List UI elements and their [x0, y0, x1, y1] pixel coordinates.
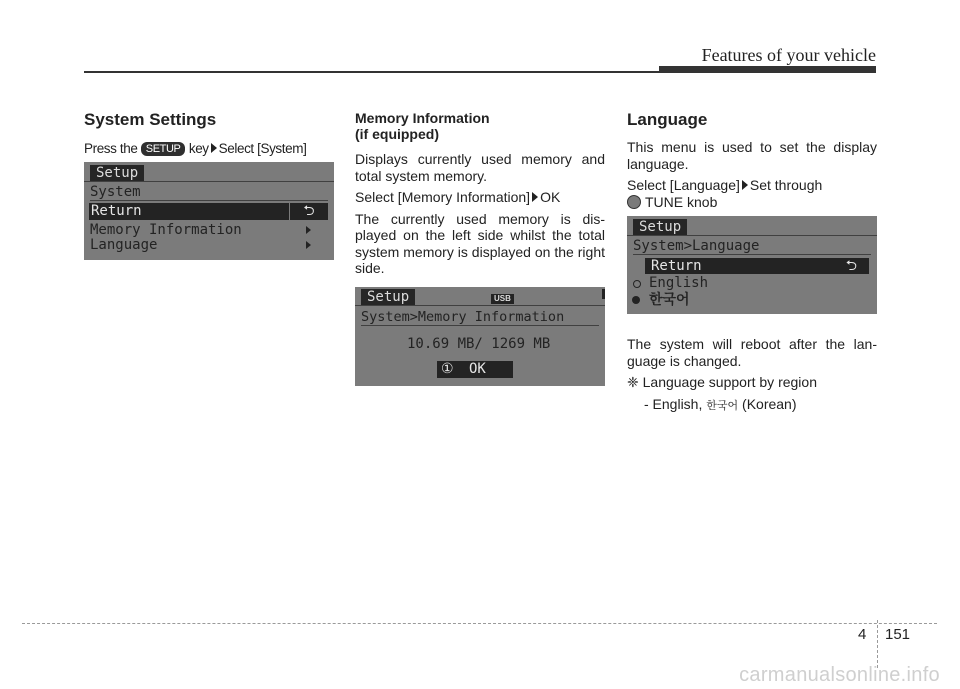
language-list	[627, 396, 877, 415]
press-prefix: Press the	[84, 141, 138, 156]
watermark: carmanualsonline.info	[739, 664, 940, 686]
press-key-word: key	[188, 141, 209, 156]
system-settings-heading: System Settings	[84, 110, 217, 129]
memory-usage-value: 10.69 MB/ 1269 MB	[407, 336, 551, 352]
if-equipped-note: (if equipped)	[355, 126, 439, 142]
memory-select-instruction	[355, 189, 605, 206]
arrow-right-icon	[532, 192, 538, 202]
return-button[interactable]	[645, 258, 869, 274]
radio-korean-selected-icon[interactable]	[632, 296, 640, 304]
lang-korean: 한국어	[706, 398, 739, 412]
title-rule	[361, 325, 599, 326]
setup-key-icon: SETUP	[141, 142, 186, 156]
memory-description: Displays currently used memory and total system memory.	[355, 151, 605, 184]
arrow-right-icon	[211, 143, 217, 153]
tab-rule	[627, 235, 877, 236]
screen-title: System	[90, 184, 141, 200]
return-item[interactable]: Return	[89, 203, 289, 220]
title-rule	[90, 200, 328, 201]
screen-tab: Setup	[361, 289, 415, 305]
footer-divider	[877, 620, 878, 668]
press-action: Select [System]	[218, 141, 307, 156]
arrow-right-icon	[742, 180, 748, 190]
note-text: Language support by region	[642, 374, 817, 390]
screen-tab: Setup	[633, 219, 687, 235]
info-icon: ①	[441, 361, 454, 377]
lang-english: - English,	[644, 395, 703, 412]
screen-title: System>Memory Information	[361, 309, 565, 325]
lang-korean-label: (Korean)	[742, 395, 797, 412]
memory-information-item[interactable]: Memory Information	[90, 222, 242, 238]
radio-english-icon[interactable]	[633, 280, 641, 288]
system-settings-section	[84, 110, 334, 156]
screen-edge-marker	[602, 289, 605, 299]
chapter-number: 4	[858, 626, 867, 643]
memory-display-description: The currently used memory is dis- played on the left side whilst the total system memory is displayed on the right side.	[355, 210, 605, 276]
note-mark-icon: ❈	[627, 374, 639, 390]
reboot-note: The system will reboot after the lan- guage is changed.	[627, 336, 877, 369]
select-suffix: Set through	[749, 177, 823, 193]
usb-badge: USB	[491, 294, 514, 304]
language-description: This menu is used to set the display language.	[627, 139, 877, 172]
memory-information-section	[355, 110, 605, 277]
language-select-instruction	[627, 177, 877, 194]
system-screen	[84, 162, 334, 260]
header-rule	[84, 71, 662, 73]
option-english[interactable]: English	[649, 275, 709, 291]
page-number: 151	[885, 626, 911, 643]
tune-knob-label: TUNE knob	[645, 193, 718, 210]
select-suffix: OK	[540, 189, 561, 205]
tune-knob-icon	[627, 195, 641, 209]
language-heading: Language	[627, 110, 708, 129]
screen-title: System>Language	[633, 238, 760, 254]
language-section	[627, 110, 877, 210]
return-label: Return	[651, 258, 702, 274]
page-header-title: Features of your vehicle	[701, 45, 876, 65]
tab-rule	[355, 305, 605, 306]
language-support-note	[627, 374, 877, 391]
ok-label: OK	[469, 361, 486, 377]
language-item[interactable]: Language	[90, 237, 158, 253]
memory-screen	[355, 287, 605, 386]
screen-tab: Setup	[90, 165, 144, 181]
footer-rule	[22, 623, 937, 624]
select-prefix: Select [Language]	[627, 177, 740, 193]
return-icon[interactable]: ⮌	[290, 203, 328, 220]
header-rule-thick	[659, 66, 876, 73]
ok-button[interactable]	[437, 361, 513, 378]
tune-knob-line	[627, 194, 877, 211]
return-icon: ⮌	[845, 258, 857, 274]
memory-information-heading: Memory Information	[355, 110, 490, 126]
language-notes	[627, 336, 877, 414]
chevron-right-icon	[306, 226, 311, 234]
chevron-right-icon	[306, 241, 311, 249]
press-setup-instruction	[84, 141, 334, 156]
tab-rule	[84, 181, 334, 182]
language-screen	[627, 216, 877, 314]
select-prefix: Select [Memory Information]	[355, 189, 531, 205]
title-rule	[633, 254, 871, 255]
option-korean[interactable]: 한국어	[649, 292, 690, 308]
